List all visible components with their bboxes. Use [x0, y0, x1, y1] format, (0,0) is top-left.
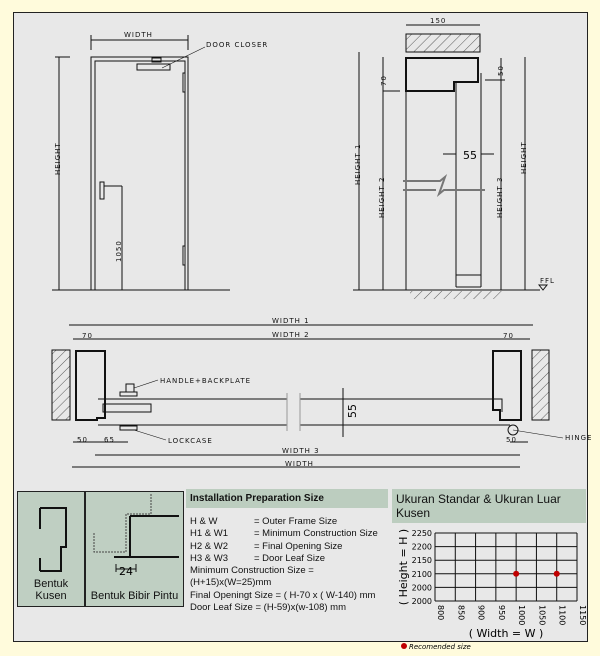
plan-section: [52, 325, 563, 467]
x-tick-label: 1150: [578, 605, 587, 626]
handle-backplate-label: HANDLE+BACKPLATE: [160, 377, 252, 385]
dim-50-right: 50: [506, 436, 517, 444]
formula: Door Leaf Size = (H-59)x(w-108) mm: [190, 602, 347, 614]
x-tick-label: 950: [496, 605, 506, 621]
size-chart: [392, 523, 586, 651]
plan-width-label: WIDTH: [285, 460, 314, 468]
x-tick-label: 1000: [517, 605, 527, 626]
x-tick-label: 1100: [557, 605, 567, 626]
section-height-label: HEIGHT: [520, 141, 528, 174]
door-closer-label: DOOR CLOSER: [206, 41, 269, 49]
height1-label: HEIGHT 1: [354, 143, 362, 185]
door-lip-caption: Bentuk Bibir Pintu: [90, 590, 179, 602]
elevation-height-label: HEIGHT: [54, 142, 62, 175]
formula: Minimum Construction Size = (H+15)x(W=25)mm: [190, 565, 314, 589]
lockcase-label: LOCKCASE: [168, 437, 213, 445]
rebate-dim: 50: [497, 65, 505, 76]
dim-50-left: 50: [77, 436, 88, 444]
x-tick-label: 800: [436, 605, 445, 621]
y-tick-label: 2000: [411, 583, 432, 593]
chart-title: Ukuran Standar & Ukuran Luar Kusen: [392, 489, 586, 523]
y-tick-label: 2100: [411, 569, 432, 579]
x-axis-label: ( Width = W ): [468, 627, 544, 640]
formula: Final Openingt Size = ( H-70 x ( W-140) mm: [190, 589, 376, 601]
door-lip-icon: [86, 492, 183, 582]
x-tick-label: 1050: [537, 605, 547, 626]
y-tick-label: 2150: [411, 556, 432, 566]
def-key: H2 & W2: [190, 540, 229, 552]
def-value: = Door Leaf Size: [254, 552, 326, 564]
x-tick-label: 850: [456, 605, 466, 621]
front-elevation: [52, 35, 230, 290]
y-tick-label: 2250: [411, 529, 432, 538]
installation-panel: [186, 489, 388, 614]
height2-label: HEIGHT 2: [378, 176, 386, 218]
size-chart-panel: [392, 489, 587, 651]
legend-marker: [401, 643, 407, 649]
def-key: H3 & W3: [190, 552, 229, 564]
door-lip-dim: 24: [119, 565, 133, 578]
width3-label: WIDTH 3: [282, 447, 320, 455]
y-tick-label: 2000: [411, 597, 432, 606]
right-70-dim: 70: [503, 332, 514, 340]
elevation-width-label: WIDTH: [124, 31, 153, 39]
vertical-section: [353, 25, 547, 299]
data-point: [554, 571, 560, 577]
height3-label: HEIGHT 3: [496, 176, 504, 218]
width2-label: WIDTH 2: [272, 331, 310, 339]
data-point: [513, 571, 519, 577]
y-tick-label: 2200: [411, 542, 432, 552]
ffl-label: FFL: [540, 277, 555, 285]
frame-profile-caption: Bentuk Kusen: [33, 578, 69, 602]
plan-leaf-thickness: 55: [346, 404, 359, 418]
installation-title: Installation Preparation Size: [186, 489, 388, 508]
handle-height-label: 1050: [115, 240, 123, 262]
section-top-dim: 150: [430, 17, 447, 25]
frame-depth-dim: 70: [380, 75, 388, 86]
dim-65: 65: [104, 436, 115, 444]
legend-label: Recomended size: [409, 643, 471, 651]
width1-label: WIDTH 1: [272, 317, 310, 325]
frame-profile-icon: [18, 492, 84, 582]
def-value: = Outer Frame Size: [254, 516, 338, 527]
door-lip-panel: [85, 491, 184, 607]
y-axis-label: ( Height = H ): [397, 528, 410, 606]
leaf-thickness-dim: 55: [463, 149, 477, 162]
def-key: H & W: [190, 516, 218, 527]
hinge-label: HINGE: [565, 434, 593, 442]
left-70-dim: 70: [82, 332, 93, 340]
def-value: = Minimum Construction Size: [254, 528, 378, 540]
x-tick-label: 900: [476, 605, 486, 621]
def-value: = Final Opening Size: [254, 540, 343, 552]
frame-profile-panel: [17, 491, 85, 607]
def-key: H1 & W1: [190, 528, 229, 540]
